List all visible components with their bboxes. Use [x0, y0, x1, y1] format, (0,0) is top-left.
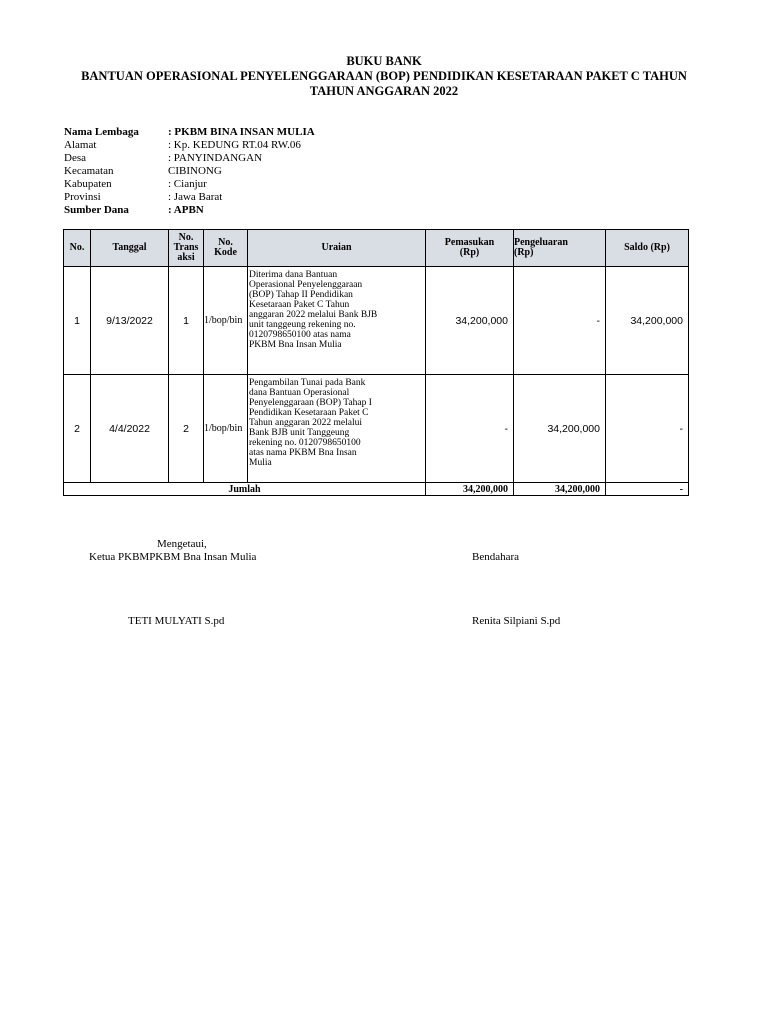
- cell-pemasukan: 34,200,000: [426, 267, 514, 375]
- cell-pemasukan: -: [426, 375, 514, 483]
- info-label: Provinsi: [64, 191, 101, 203]
- cell-pengeluaran: 34,200,000: [514, 375, 606, 483]
- total-saldo: -: [606, 483, 689, 496]
- header-pemasukan-line: (Rp): [459, 247, 480, 258]
- header-no: No.: [64, 230, 91, 267]
- info-value: : PKBM BINA INSAN MULIA: [168, 126, 315, 138]
- table-row: [64, 375, 689, 483]
- cell-transaksi: 2: [169, 375, 204, 483]
- uraian-line: (BOP) Tahap II Pendidikan: [249, 290, 353, 300]
- uraian-line: 0120798650100 atas nama: [249, 330, 351, 340]
- table-header-row: [64, 230, 689, 267]
- info-value: : APBN: [168, 204, 204, 216]
- uraian-line: unit tanggeung rekening no.: [249, 320, 356, 330]
- cell-no: 2: [64, 375, 91, 483]
- cell-kode: 1/bop/bin: [204, 375, 248, 483]
- header-no-transaksi-line: aksi: [177, 252, 195, 263]
- info-value: : PANYINDANGAN: [168, 152, 263, 164]
- header-no-kode: [204, 230, 248, 267]
- header-tanggal: Tanggal: [91, 230, 169, 267]
- uraian-line: Penyelenggaraan (BOP) Tahap I: [249, 398, 372, 408]
- mengetahui-label: Mengetaui,: [157, 538, 207, 550]
- cell-pengeluaran: -: [514, 267, 606, 375]
- info-label: Kabupaten: [64, 178, 112, 190]
- header-pengeluaran-line: (Rp): [514, 247, 534, 258]
- document-title: BUKU BANK: [346, 54, 422, 68]
- info-value: : Kp. KEDUNG RT.04 RW.06: [168, 139, 301, 151]
- info-label: Alamat: [64, 139, 97, 151]
- uraian-line: Bank BJB unit Tanggeung: [249, 428, 350, 438]
- header-no-transaksi: [169, 230, 204, 267]
- header-no-transaksi-line: Trans: [173, 242, 199, 253]
- info-value: : Jawa Barat: [168, 191, 223, 203]
- info-label: Desa: [64, 152, 86, 164]
- total-pemasukan: 34,200,000: [426, 483, 514, 496]
- header-pengeluaran: [514, 230, 606, 267]
- cell-uraian: [248, 267, 426, 375]
- cell-kode: 1/bop/bin: [204, 267, 248, 375]
- uraian-line: atas nama PKBM Bna Insan: [249, 448, 357, 458]
- cell-tanggal: 9/13/2022: [91, 267, 169, 375]
- cell-saldo: -: [606, 375, 689, 483]
- uraian-line: Mulia: [249, 458, 272, 468]
- table-row: [64, 267, 689, 375]
- cell-transaksi: 1: [169, 267, 204, 375]
- document-subtitle: BANTUAN OPERASIONAL PENYELENGGARAAN (BOP) PENDIDIKAN KESETARAAN PAKET C TAHUN: [81, 69, 687, 83]
- info-label: Kecamatan: [64, 165, 114, 177]
- info-value: : Cianjur: [168, 178, 207, 190]
- header-no-transaksi-line: No.: [178, 232, 194, 243]
- uraian-line: Pengambilan Tunai pada Bank: [249, 378, 366, 388]
- document-header: [0, 54, 768, 99]
- header-saldo: Saldo (Rp): [606, 230, 689, 267]
- ketua-name: TETI MULYATI S.pd: [128, 615, 225, 627]
- bendahara-title: Bendahara: [472, 551, 520, 563]
- cell-uraian: [248, 375, 426, 483]
- header-no-kode-line: No.: [218, 237, 233, 248]
- uraian-line: Diterima dana Bantuan: [249, 270, 338, 280]
- uraian-line: Pendidikan Kesetaraan Paket C: [249, 408, 369, 418]
- total-row: [64, 483, 689, 496]
- ketua-title: Ketua PKBMPKBM Bna Insan Mulia: [89, 551, 257, 563]
- total-label: Jumlah: [64, 483, 426, 496]
- cell-saldo: 34,200,000: [606, 267, 689, 375]
- info-value: CIBINONG: [168, 165, 222, 177]
- info-label: Sumber Dana: [64, 204, 129, 216]
- header-pemasukan-line: Pemasukan: [444, 237, 495, 248]
- bank-ledger-table: [63, 229, 689, 496]
- uraian-line: Operasional Penyelenggaraan: [249, 280, 363, 290]
- header-no-kode-line: Kode: [214, 247, 237, 258]
- uraian-line: PKBM Bna Insan Mulia: [249, 340, 342, 350]
- uraian-line: dana Bantuan Operasional: [249, 388, 350, 398]
- uraian-line: Tahun anggaran 2022 melalui: [249, 418, 363, 428]
- uraian-line: anggaran 2022 melalui Bank BJB: [249, 310, 378, 320]
- uraian-line: Kesetaraan Paket C Tahun: [249, 300, 350, 310]
- total-pengeluaran: 34,200,000: [514, 483, 606, 496]
- bendahara-name: Renita Silpiani S.pd: [472, 615, 561, 627]
- header-uraian: Uraian: [248, 230, 426, 267]
- header-pemasukan: [426, 230, 514, 267]
- header-pengeluaran-line: Pengeluaran: [514, 237, 568, 248]
- cell-tanggal: 4/4/2022: [91, 375, 169, 483]
- uraian-line: rekening no. 0120798650100: [249, 438, 361, 448]
- info-label: Nama Lembaga: [64, 126, 139, 138]
- cell-no: 1: [64, 267, 91, 375]
- fiscal-year: TAHUN ANGGARAN 2022: [309, 84, 459, 98]
